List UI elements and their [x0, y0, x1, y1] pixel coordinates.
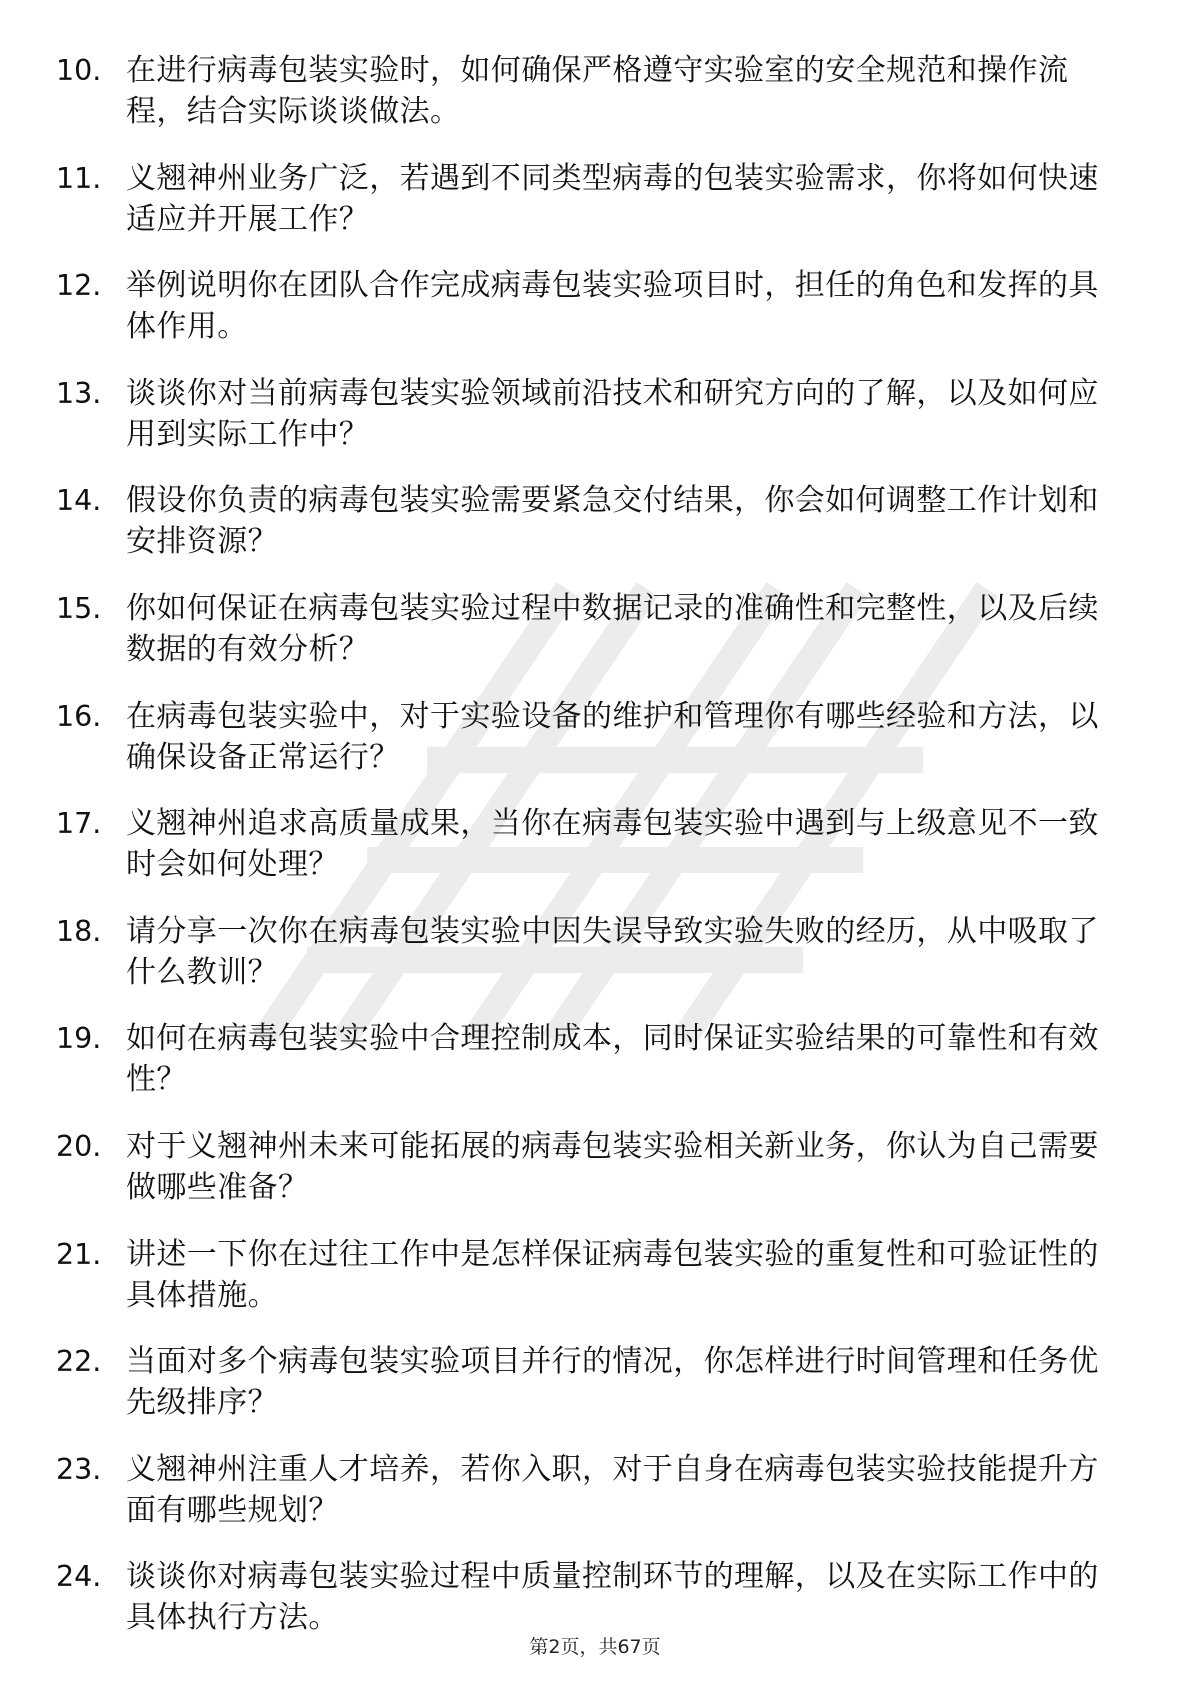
question-item — [56, 1126, 1126, 1208]
question-text: 谈谈你对当前病毒包装实验领域前沿技术和研究方向的了解，以及如何应用到实际工作中？ — [126, 375, 1099, 452]
question-item — [56, 50, 1126, 132]
question-text: 义翘神州注重人才培养，若你入职，对于自身在病毒包装实验技能提升方面有哪些规划？ — [126, 1451, 1099, 1528]
question-number: 19. — [56, 1022, 102, 1056]
question-text: 义翘神州追求高质量成果，当你在病毒包装实验中遇到与上级意见不一致时会如何处理？ — [126, 806, 1099, 883]
question-number: 10. — [56, 54, 102, 87]
question-text: 举例说明你在团队合作完成病毒包装实验项目时，担任的角色和发挥的具体作用。 — [126, 268, 1099, 345]
question-text: 请分享一次你在病毒包装实验中因失误导致实验失败的经历，从中吸取了什么教训？ — [126, 913, 1099, 990]
question-text: 你如何保证在病毒包装实验过程中数据记录的准确性和完整性，以及后续数据的有效分析？ — [126, 590, 1099, 667]
question-item — [56, 1234, 1126, 1316]
question-text: 如何在病毒包装实验中合理控制成本，同时保证实验结果的可靠性和有效性？ — [126, 1021, 1099, 1098]
question-item — [56, 1341, 1126, 1423]
question-number: 12. — [56, 269, 102, 303]
page-indicator: 第2页，共67页 — [529, 1636, 661, 1658]
question-number: 21. — [56, 1237, 102, 1271]
question-item — [56, 1556, 1126, 1638]
question-item — [56, 158, 1126, 240]
question-number: 23. — [56, 1452, 102, 1486]
question-text: 对于义翘神州未来可能拓展的病毒包装实验相关新业务，你认为自己需要做哪些准备？ — [126, 1128, 1099, 1205]
question-item — [56, 1449, 1126, 1531]
question-item — [56, 911, 1126, 993]
question-item — [56, 373, 1126, 455]
question-text: 在进行病毒包装实验时，如何确保严格遵守实验室的安全规范和操作流程，结合实际谈谈做法。 — [126, 53, 1069, 129]
question-text: 讲述一下你在过往工作中是怎样保证病毒包装实验的重复性和可验证性的具体措施。 — [126, 1236, 1099, 1313]
question-item — [56, 1018, 1126, 1100]
question-text: 当面对多个病毒包装实验项目并行的情况，你怎样进行时间管理和任务优先级排序？ — [126, 1344, 1099, 1421]
question-number: 15. — [56, 591, 102, 625]
question-number: 24. — [56, 1560, 102, 1594]
question-number: 16. — [56, 699, 102, 733]
question-item — [56, 265, 1126, 347]
question-text: 假设你负责的病毒包装实验需要紧急交付结果，你会如何调整工作计划和安排资源？ — [126, 483, 1099, 560]
question-number: 14. — [56, 484, 102, 518]
question-number: 13. — [56, 376, 102, 410]
question-text: 谈谈你对病毒包装实验过程中质量控制环节的理解，以及在实际工作中的具体执行方法。 — [126, 1559, 1099, 1636]
question-item — [56, 588, 1126, 670]
question-list — [56, 50, 1126, 1664]
question-number: 17. — [56, 807, 102, 841]
question-text: 义翘神州业务广泛，若遇到不同类型病毒的包装实验需求，你将如何快速适应并开展工作？ — [126, 160, 1099, 237]
question-item — [56, 803, 1126, 885]
question-number: 18. — [56, 914, 102, 948]
question-text: 在病毒包装实验中，对于实验设备的维护和管理你有哪些经验和方法，以确保设备正常运行？ — [126, 698, 1099, 775]
question-number: 20. — [56, 1129, 102, 1163]
question-number: 11. — [56, 161, 102, 195]
question-item — [56, 696, 1126, 778]
question-number: 22. — [56, 1345, 102, 1379]
question-item — [56, 480, 1126, 562]
